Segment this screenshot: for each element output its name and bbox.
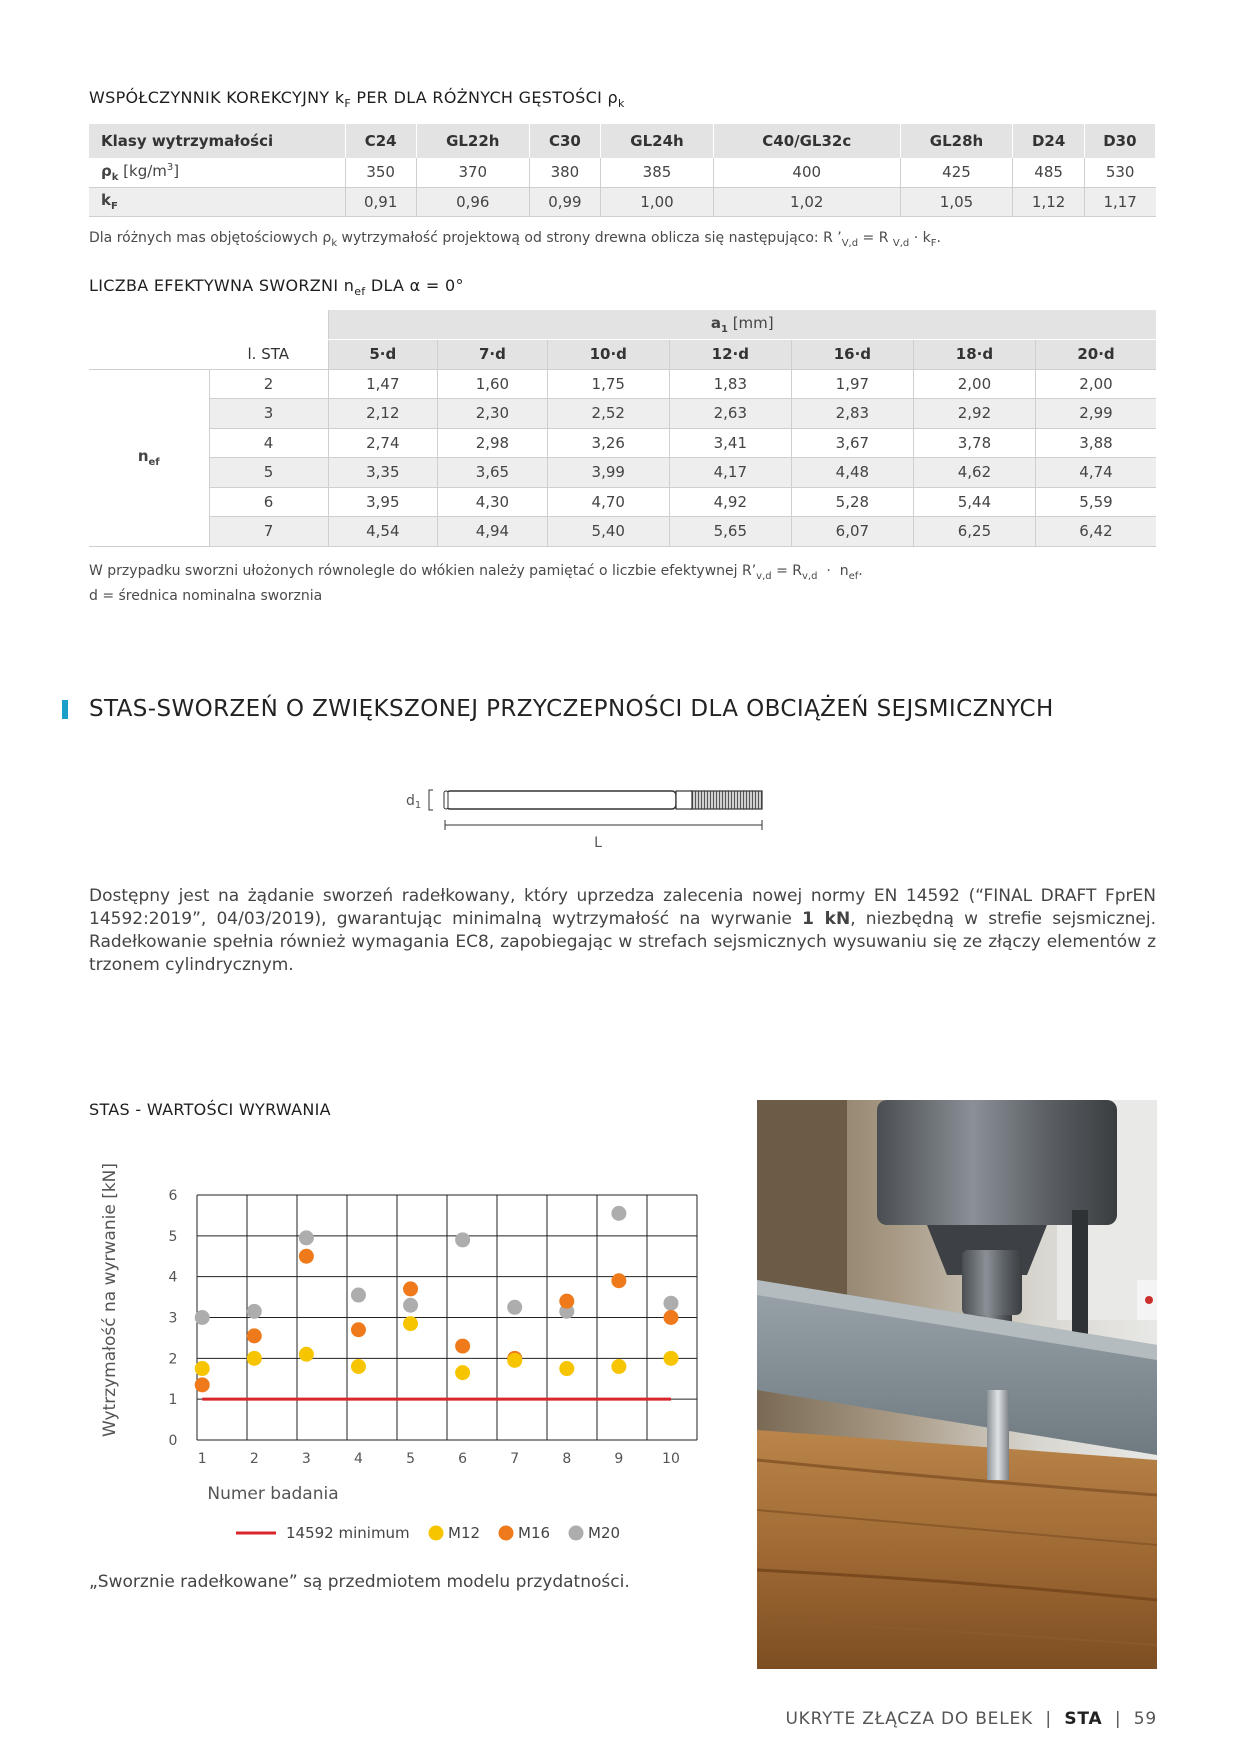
legend-swatch-m20 [569, 1526, 584, 1541]
point-m12 [403, 1316, 418, 1331]
page-footer: UKRYTE ZŁĄCZA DO BELEK | STA | 59 [785, 1709, 1157, 1729]
table-cell: 2,83 [791, 399, 913, 429]
spacing-header: $a_1$ [mm] [328, 310, 1156, 340]
chart-title: STAS - WARTOŚCI WYRWANIA [89, 1100, 331, 1119]
table-header-class: D24 [1013, 124, 1084, 158]
table-cell: 5,40 [547, 517, 669, 547]
table-cell: 4,17 [669, 458, 791, 488]
table-header-class: C40/GL32c [713, 124, 900, 158]
x-tick-label: 9 [614, 1451, 624, 1467]
section-accent-bar [62, 700, 68, 719]
table-header-class: C24 [345, 124, 416, 158]
table-header-strength-classes: Klasy wytrzymałości [89, 124, 345, 158]
table-row [89, 158, 1156, 187]
x-tick-label: 1 [197, 1451, 207, 1467]
table-cell: 1,47 [328, 369, 438, 399]
point-m16 [351, 1322, 366, 1337]
point-m12 [507, 1353, 522, 1368]
table-cell: 530 [1084, 158, 1155, 187]
pin-knurled-section [690, 791, 762, 809]
table-header-class: GL22h [416, 124, 529, 158]
row-sta-count: 5 [209, 458, 328, 488]
chart-grid [197, 1195, 697, 1440]
table-cell: 5,44 [913, 487, 1035, 517]
column-header-spacing: 18·d [913, 340, 1035, 370]
table-cell: 3,99 [547, 458, 669, 488]
table-cell: 2,12 [328, 399, 438, 429]
legend-swatch-m16 [499, 1526, 514, 1541]
table-cell: 1,75 [547, 369, 669, 399]
table-cell: 3,35 [328, 458, 438, 488]
column-header-spacing: 7·d [438, 340, 548, 370]
column-header-spacing: 5·d [328, 340, 438, 370]
table-cell: 3,95 [328, 487, 438, 517]
y-tick-label: 5 [168, 1228, 178, 1245]
table-cell: 4,94 [438, 517, 548, 547]
table-cell: 380 [529, 158, 600, 187]
row-label: $\rho_k$ $[kg/m^3]$ [89, 158, 345, 187]
point-m16 [195, 1377, 210, 1392]
column-header-spacing: 16·d [791, 340, 913, 370]
table-row [89, 399, 1156, 429]
point-m12 [611, 1359, 626, 1374]
row-sta-count: 6 [209, 487, 328, 517]
row-sta-count: 4 [209, 428, 328, 458]
table-cell: 2,30 [438, 399, 548, 429]
point-m16 [455, 1339, 470, 1354]
table-cell: 0,91 [345, 187, 416, 216]
table-cell: 2,92 [913, 399, 1035, 429]
y-tick-label: 6 [168, 1188, 178, 1204]
point-m20 [507, 1300, 522, 1315]
table-cell: 485 [1013, 158, 1084, 187]
d1-bracket [429, 790, 433, 810]
table-cell: 4,62 [913, 458, 1035, 488]
legend-label-m16: M16 [518, 1524, 551, 1542]
point-m12 [559, 1361, 574, 1376]
y-tick-label: 3 [168, 1310, 178, 1327]
x-tick-label: 8 [562, 1451, 572, 1467]
chart-legend [236, 1524, 620, 1542]
table-cell: 4,92 [669, 487, 791, 517]
table-cell: 3,41 [669, 428, 791, 458]
correction-factor-table [89, 124, 1156, 217]
table-cell: 400 [713, 158, 900, 187]
table-cell: 6,07 [791, 517, 913, 547]
table-cell: 5,65 [669, 517, 791, 547]
table-cell: 4,70 [547, 487, 669, 517]
utility-model-caption: „Sworznie radełkowane” są przedmiotem modelu przydatności. [89, 1572, 630, 1592]
pullout-chart [89, 1140, 729, 1560]
table-cell: 3,88 [1035, 428, 1156, 458]
point-m16 [403, 1281, 418, 1296]
section-title-stas: STAS-SWORZEŃ O ZWIĘKSZONEJ PRZYCZEPNOŚCI DLA OBCIĄŻEŃ SEJSMICZNYCH [89, 696, 1054, 722]
table-cell: 350 [345, 158, 416, 187]
point-m20 [403, 1298, 418, 1313]
table-cell: 1,17 [1084, 187, 1155, 216]
table-cell: 2,52 [547, 399, 669, 429]
section-title-correction-factor: WSPÓŁCZYNNIK KOREKCYJNY $k_F$ PER DLA RÓŻNYCH GĘSTOŚCI $\rho_k$ [89, 88, 625, 111]
table-cell: 1,83 [669, 369, 791, 399]
table-header-class: D30 [1084, 124, 1155, 158]
row-label: $k_F$ [89, 187, 345, 216]
table-cell: 370 [416, 158, 529, 187]
table-cell: 5,28 [791, 487, 913, 517]
chart-y-axis-label: Wytrzymałość na wyrwanie [kN] [100, 1162, 120, 1438]
legend-label-m20: M20 [588, 1524, 621, 1542]
table-row [89, 428, 1156, 458]
table-cell: 1,05 [900, 187, 1013, 216]
x-tick-label: 10 [662, 1451, 680, 1467]
point-m12 [299, 1347, 314, 1362]
x-tick-label: 7 [510, 1451, 520, 1467]
description-paragraph: Dostępny jest na żądanie sworzeń radełkowany, który uprzedza zalecenia nowej normy EN 14592 (“FINAL DRAFT FprEN 14592:2019”, 04/03/2019), gwarantując minimalną wytrzymałość na wyrwanie 1 kN, niezbędną w strefie sejsmicznej. Radełkowanie spełnia również wymagania EC8, zapobiegając w strefach sejsmicznych wysuwaniu się ze złączy elementów z trzonem cylindrycznym. [89, 886, 1157, 975]
y-tick-label: 4 [168, 1269, 178, 1286]
point-m20 [195, 1310, 210, 1325]
table-cell: 1,97 [791, 369, 913, 399]
table-row [89, 458, 1156, 488]
table-row [89, 487, 1156, 517]
chart-x-ticks [198, 1451, 680, 1467]
table-cell: 3,65 [438, 458, 548, 488]
table-cell: 5,59 [1035, 487, 1156, 517]
point-m16 [611, 1273, 626, 1288]
table-cell: 6,25 [913, 517, 1035, 547]
table-cell: 0,99 [529, 187, 600, 216]
point-m12 [351, 1359, 366, 1374]
diameter-note: d = średnica nominalna sworznia [89, 588, 323, 604]
d1-label: $d_1$ [406, 793, 422, 811]
pin-diagram [400, 785, 780, 860]
table-cell: 1,02 [713, 187, 900, 216]
table-cell: 3,26 [547, 428, 669, 458]
column-header-sta-count: l. STA [209, 340, 328, 370]
legend-label-m12: M12 [448, 1524, 481, 1542]
y-tick-label: 0 [168, 1433, 178, 1449]
section-title-effective-number: LICZBA EFEKTYWNA SWORZNI $n_{ef}$ DLA α = 0° [89, 276, 464, 299]
table-cell: 2,00 [1035, 369, 1156, 399]
table-cell: 4,48 [791, 458, 913, 488]
chart-y-ticks [169, 1188, 178, 1449]
table-cell: 4,30 [438, 487, 548, 517]
table-row [89, 369, 1156, 399]
table-cell: 0,96 [416, 187, 529, 216]
table-cell: 385 [601, 158, 714, 187]
x-tick-label: 5 [406, 1451, 416, 1467]
row-sta-count: 2 [209, 369, 328, 399]
column-header-spacing: 12·d [669, 340, 791, 370]
table-cell: 2,98 [438, 428, 548, 458]
point-m16 [559, 1294, 574, 1309]
density-note: Dla różnych mas objętościowych $\rho_k$ wytrzymałość projektową od strony drewna oblicza się następująco: R $’_{V,d} = R$ $_{V,d} \cdot k_F$. [89, 230, 941, 249]
x-tick-label: 3 [301, 1451, 311, 1467]
table-cell: 2,00 [913, 369, 1035, 399]
parallel-note: W przypadku sworzni ułożonych równolegle do włókien należy pamiętać o liczbie efektywnej $R’_{v,d} = R_{v,d} \cdot n_{ef}$. [89, 563, 863, 582]
point-m16 [299, 1249, 314, 1264]
point-m16 [663, 1310, 678, 1325]
y-tick-label: 1 [168, 1392, 178, 1409]
table-cell: 2,63 [669, 399, 791, 429]
table-cell: 1,00 [601, 187, 714, 216]
x-tick-label: 2 [249, 1451, 259, 1467]
x-tick-label: 4 [353, 1451, 363, 1467]
length-label: L [594, 835, 602, 851]
point-m12 [195, 1361, 210, 1376]
x-tick-label: 6 [458, 1451, 468, 1467]
table-cell: 6,42 [1035, 517, 1156, 547]
point-m20 [247, 1304, 262, 1319]
table-cell: 425 [900, 158, 1013, 187]
chart-points [195, 1206, 679, 1393]
y-tick-label: 2 [168, 1351, 178, 1368]
point-m20 [299, 1230, 314, 1245]
table-cell: 4,74 [1035, 458, 1156, 488]
pin-shank [446, 791, 676, 809]
point-m20 [455, 1232, 470, 1247]
point-m12 [455, 1365, 470, 1380]
pullout-test-photo [757, 1100, 1157, 1669]
table-header-class: GL28h [900, 124, 1013, 158]
table-cell: 1,60 [438, 369, 548, 399]
table-cell: 3,78 [913, 428, 1035, 458]
table-header-class: GL24h [601, 124, 714, 158]
table-cell: 2,99 [1035, 399, 1156, 429]
column-header-spacing: 10·d [547, 340, 669, 370]
table-cell: 4,54 [328, 517, 438, 547]
row-group-nef: $n_{ef}$ [89, 369, 209, 546]
row-sta-count: 7 [209, 517, 328, 547]
column-header-spacing: 20·d [1035, 340, 1156, 370]
table-row [89, 517, 1156, 547]
table-header-class: C30 [529, 124, 600, 158]
point-m20 [611, 1206, 626, 1221]
point-m20 [351, 1288, 366, 1303]
table-cell: 1,12 [1013, 187, 1084, 216]
point-m12 [247, 1351, 262, 1366]
point-m12 [663, 1351, 678, 1366]
legend-swatch-m12 [429, 1526, 444, 1541]
table-cell: 2,74 [328, 428, 438, 458]
point-m20 [663, 1296, 678, 1311]
table-row [89, 187, 1156, 216]
legend-label-reference: 14592 minimum [286, 1524, 410, 1542]
point-m16 [247, 1328, 262, 1343]
chart-x-axis-label: Numer badania [207, 1484, 339, 1504]
table-cell: 3,67 [791, 428, 913, 458]
effective-number-table [89, 310, 1156, 547]
row-sta-count: 3 [209, 399, 328, 429]
